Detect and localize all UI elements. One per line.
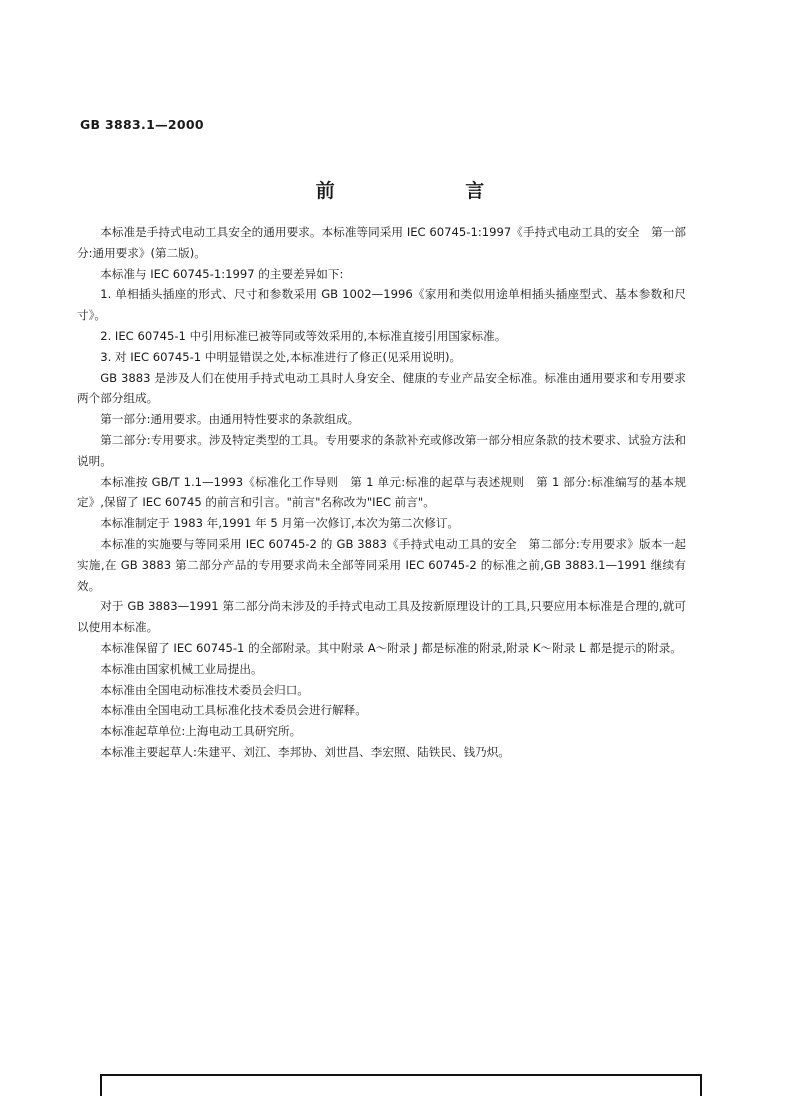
paragraph-difference-1: 1. 单相插头插座的形式、尺寸和参数采用 GB 1002—1996《家用和类似用途单相插头插座型式、基本参数和尺寸》。: [77, 287, 686, 323]
paragraph-committee: 本标准由全国电动标准技术委员会归口。: [100, 682, 309, 697]
paragraph-gb3883-structure: GB 3883 是涉及人们在使用手持式电动工具时人身安全、健康的专业产品安全标准。标准由通用要求和专用要求两个部分组成。: [77, 370, 686, 406]
paragraph-applicability: 对于 GB 3883—1991 第二部分尚未涉及的手持式电动工具及按新原理设计的工具,只要应用本标准是合理的,就可以使用本标准。: [77, 599, 686, 635]
paragraph-implementation: 本标准的实施要与等同采用 IEC 60745-2 的 GB 3883《手持式电动工具的安全 第二部分:专用要求》版本一起实施,在 GB 3883 第二部分产品的专用要求尚未全部等同采用 IEC 60745-2 的标准之前,GB 3883.1—1991 继续有效。: [77, 536, 686, 593]
paragraph-drafting-rules: 本标准按 GB/T 1.1—1993《标准化工作导则 第 1 单元:标准的起草与表述规则 第 1 部分:标准编写的基本规定》,保留了 IEC 60745 的前言和引言。"前言"名称改为"IEC 前言"。: [77, 474, 686, 510]
paragraph-annexes: 本标准保留了 IEC 60745-1 的全部附录。其中附录 A～附录 J 都是标准的附录,附录 K～附录 L 都是提示的附录。: [100, 640, 682, 655]
paragraph-drafters: 本标准主要起草人:朱建平、刘江、李邦协、刘世昌、李宏照、陆铁民、钱乃炽。: [100, 744, 510, 759]
paragraph-difference-2: 2. IEC 60745-1 中引用标准已被等同或等效采用的,本标准直接引用国家标准。: [100, 328, 507, 343]
paragraph-proposer: 本标准由国家机械工业局提出。: [100, 661, 263, 676]
paragraph-difference-3: 3. 对 IEC 60745-1 中明显错误之处,本标准进行了修正(见采用说明)。: [100, 349, 462, 364]
paragraph-part-two: 第二部分:专用要求。涉及特定类型的工具。专用要求的条款补充或修改第一部分相应条款的技术要求、试验方法和说明。: [77, 432, 686, 468]
page-border-frame: [100, 1074, 702, 1096]
standard-number-header: GB 3883.1—2000: [80, 117, 204, 132]
paragraph-scope: 本标准是手持式电动工具安全的通用要求。本标准等同采用 IEC 60745-1:1997《手持式电动工具的安全 第一部分:通用要求》(第二版)。: [77, 225, 686, 260]
foreword-title: 前 言: [315, 180, 547, 202]
paragraph-part-one: 第一部分:通用要求。由通用特性要求的条款组成。: [100, 412, 360, 427]
foreword-body: [77, 222, 686, 763]
paragraph-differences-intro: 本标准与 IEC 60745-1:1997 的主要差异如下:: [100, 266, 344, 281]
paragraph-drafting-unit: 本标准起草单位:上海电动工具研究所。: [100, 724, 302, 739]
paragraph-revision-history: 本标准制定于 1983 年,1991 年 5 月第一次修订,本次为第二次修订。: [100, 516, 460, 531]
paragraph-interpretation: 本标准由全国电动工具标准化技术委员会进行解释。: [100, 703, 367, 718]
